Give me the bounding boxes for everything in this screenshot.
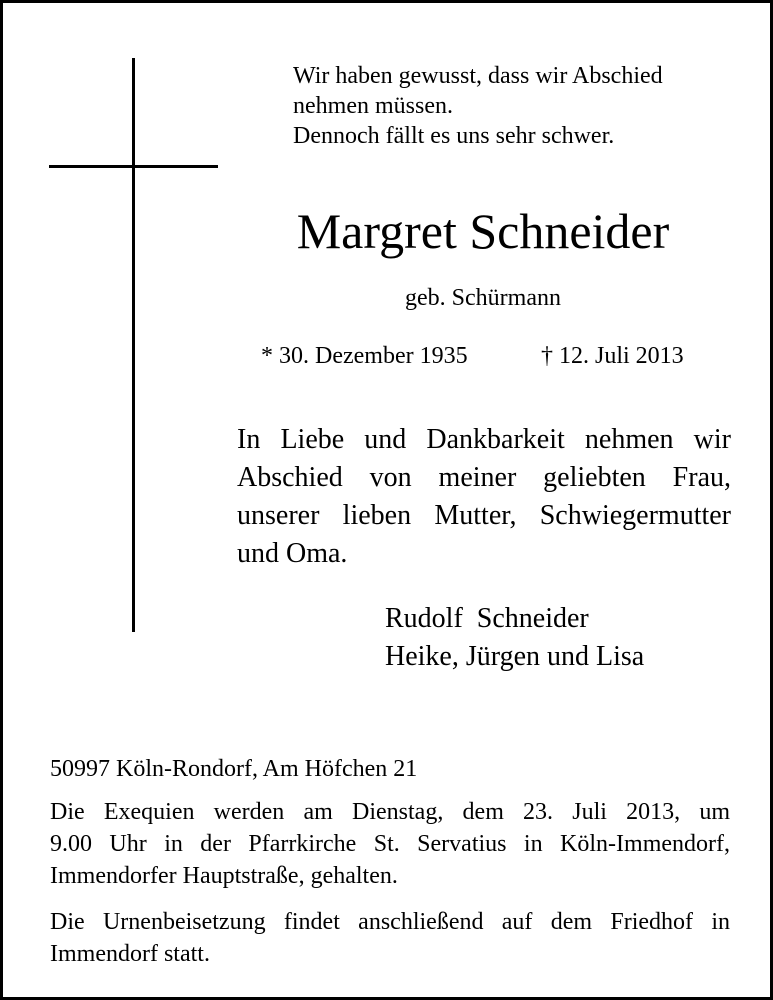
- mourner-line: Heike, Jürgen und Lisa: [385, 641, 645, 672]
- message-line: Abschied von meiner geliebten Frau,: [237, 462, 731, 493]
- quote-line: Dennoch fällt es uns sehr schwer.: [293, 123, 615, 149]
- farewell-message: [237, 421, 731, 573]
- exequies-line: 9.00 Uhr in der Pfarrkirche St. Servatius in Köln-Immendorf,: [50, 831, 730, 857]
- death-date: † 12. Juli 2013: [541, 343, 684, 369]
- message-line: In Liebe und Dankbarkeit nehmen wir: [237, 424, 731, 455]
- mourners-list: [385, 600, 644, 676]
- quote-line: Wir haben gewusst, dass wir Abschied: [293, 63, 663, 89]
- burial-paragraph: [50, 906, 730, 970]
- cross-vertical-bar: [132, 58, 135, 632]
- exequies-line: Die Exequien werden am Dienstag, dem 23. Juli 2013, um: [50, 799, 730, 825]
- message-line: unserer lieben Mutter, Schwiegermutter: [237, 500, 731, 531]
- maiden-name: geb. Schürmann: [405, 285, 561, 311]
- deceased-name: Margret Schneider: [296, 203, 670, 259]
- cross-horizontal-bar: [49, 165, 218, 168]
- mourner-line: Rudolf Schneider: [385, 603, 589, 634]
- birth-date: * 30. Dezember 1935: [261, 343, 468, 369]
- burial-line: Immendorf statt.: [50, 941, 210, 967]
- opening-quote: [293, 61, 663, 151]
- exequies-line: Immendorfer Hauptstraße, gehalten.: [50, 863, 398, 889]
- burial-line: Die Urnenbeisetzung findet anschließend auf dem Friedhof in: [50, 909, 730, 935]
- family-address: 50997 Köln-Rondorf, Am Höfchen 21: [50, 756, 418, 782]
- quote-line: nehmen müssen.: [293, 93, 453, 119]
- message-line: und Oma.: [237, 538, 348, 569]
- exequies-paragraph: [50, 796, 730, 892]
